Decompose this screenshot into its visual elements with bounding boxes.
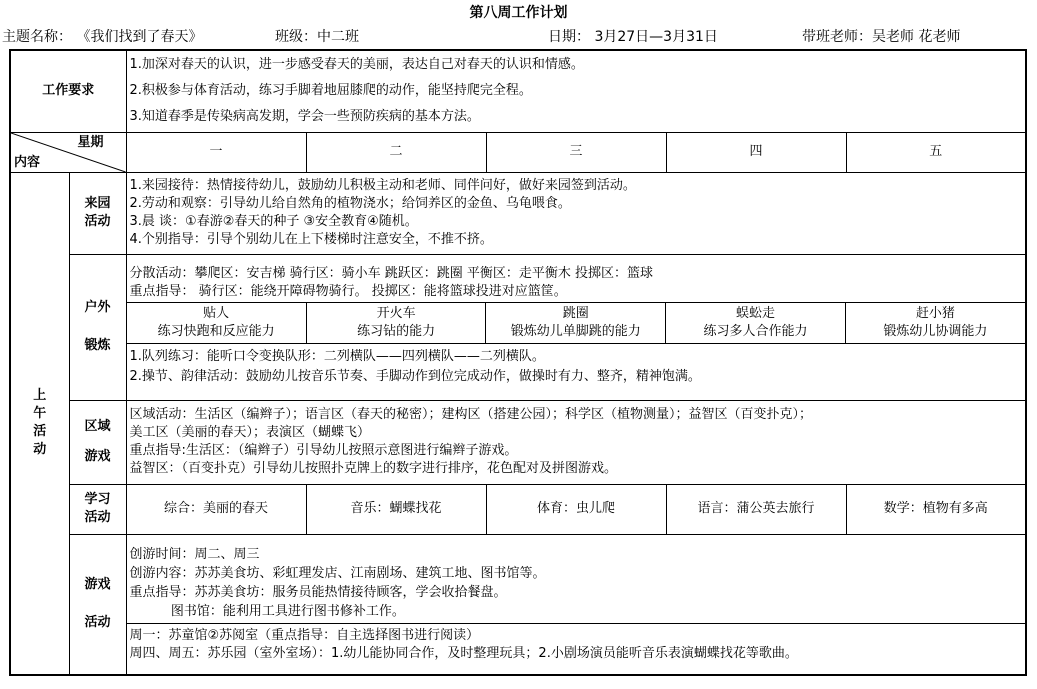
arrival-item: 1.来园接待：热情接待幼儿，鼓励幼儿积极主动和老师、同伴问好，做好来园签到活动。 <box>129 178 636 193</box>
day-wednesday: 三 <box>486 132 666 172</box>
day-thursday: 四 <box>666 132 846 172</box>
arrival-item: 4.个别指导：引导个别幼儿在上下楼梯时注意安全，不推不挤。 <box>129 232 493 247</box>
study-row <box>10 484 1026 534</box>
page-title: 第八周工作计划 <box>469 5 568 21</box>
play-content <box>126 534 1026 675</box>
requirements-row <box>10 50 1026 132</box>
area-games-row <box>10 400 1026 484</box>
study-lesson: 音乐：蝴蝶找花 <box>306 484 486 534</box>
outdoor-row <box>10 254 1026 400</box>
play-line: 图书馆：能利用工具进行图书修补工作。 <box>129 603 405 619</box>
study-lesson: 体育：虫儿爬 <box>486 484 666 534</box>
requirement-item: 3.知道春季是传染病高发期，学会一些预防疾病的基本方法。 <box>129 109 480 125</box>
play-line: 创游内容：苏苏美食坊、彩虹理发店、江南剧场、建筑工地、图书馆等。 <box>129 565 546 581</box>
area-games-line: 重点指导:生活区：（编辫子）引导幼儿按照示意图进行编辫子游戏。 <box>129 443 518 458</box>
arrival-label: 来园 活动 <box>69 172 126 254</box>
outdoor-game: 开火车 练习钻的能力 <box>306 303 486 343</box>
outdoor-drills <box>127 344 1026 390</box>
play-row <box>10 534 1026 675</box>
arrival-content <box>126 172 1026 254</box>
outdoor-label: 户外 锻炼 <box>69 254 126 400</box>
outdoor-item: 1.队列练习：能听口令变换队形：二列横队——四列横队——二列横队。 <box>129 349 545 364</box>
area-games-content <box>126 400 1026 484</box>
play-line: 创游时间：周二、周三 <box>129 546 260 562</box>
study-lesson: 综合：美丽的春天 <box>126 484 306 534</box>
arrival-item: 2.劳动和观察：引导幼儿给自然角的植物浇水；给饲养区的金鱼、乌龟喂食。 <box>129 196 571 211</box>
play-schedule <box>127 624 1026 666</box>
study-lesson: 数学：植物有多高 <box>846 484 1026 534</box>
outdoor-game: 赶小猪 锻炼幼儿协调能力 <box>883 306 988 339</box>
requirement-item: 2.积极参与体育活动，练习手脚着地屈膝爬的动作，能坚持爬完全程。 <box>129 83 532 99</box>
requirements-list <box>126 50 1026 132</box>
study-label: 学习 活动 <box>69 484 126 534</box>
morning-activities-label: 上 午 活 动 <box>10 172 69 675</box>
requirements-label: 工作要求 <box>10 50 126 132</box>
outdoor-games <box>127 303 1026 344</box>
diagonal-header-cell <box>10 132 126 172</box>
outdoor-plan <box>127 264 1026 303</box>
date-range: 日期： 3月27日—3月31日 <box>548 29 718 45</box>
work-plan-table <box>9 49 1027 676</box>
outdoor-game: 贴人 练习快跑和反应能力 <box>127 303 307 343</box>
teachers: 带班老师：吴老师 花老师 <box>802 29 961 45</box>
weekday-header-row <box>10 132 1026 172</box>
class-name: 班级：中二班 <box>275 29 359 45</box>
arrival-row <box>10 172 1026 254</box>
content-label: 内容 <box>14 154 41 170</box>
outdoor-game: 蜈蚣走 练习多人合作能力 <box>666 303 846 343</box>
arrival-item: 3.晨 谈：①春游②春天的种子 ③安全教育④随机。 <box>129 214 418 229</box>
area-games-line: 益智区：（百变扑克）引导幼儿按照扑克牌上的数字进行排序，花色配对及拼图游戏。 <box>129 461 618 476</box>
requirement-item: 1.加深对春天的认识，进一步感受春天的美丽，表达自己对春天的认识和情感。 <box>129 57 584 73</box>
day-friday: 五 <box>846 132 1026 172</box>
weekday-label: 星期 <box>77 134 104 150</box>
play-creative <box>127 543 1026 624</box>
day-monday: 一 <box>126 132 306 172</box>
area-games-line: 美工区（美丽的春天）；表演区（蝴蝶飞） <box>129 425 371 440</box>
outdoor-focus: 重点指导： 骑行区：能绕开障碍物骑行。 投掷区：能将篮球投进对应篮筐。 <box>129 284 567 299</box>
day-tuesday: 二 <box>306 132 486 172</box>
area-games-label: 区域 游戏 <box>69 400 126 484</box>
play-line: 周一：苏童馆②苏阅室（重点指导：自主选择图书进行阅读） <box>129 627 480 643</box>
area-games-line: 区域活动：生活区（编辫子）；语言区（春天的秘密）；建构区（搭建公园）；科学区（植物测量）；益智区（百变扑克）； <box>129 407 813 422</box>
theme-name: 主题名称： 《我们找到了春天》 <box>2 29 203 45</box>
outdoor-item: 2.操节、韵律活动：鼓励幼儿按音乐节奏、手脚动作到位完成动作，做操时有力、整齐，精神饱满。 <box>129 369 701 384</box>
play-label: 游戏 活动 <box>69 534 126 675</box>
outdoor-game: 跳圈 锻炼幼儿单脚跳的能力 <box>486 303 666 343</box>
outdoor-content <box>126 254 1026 400</box>
outdoor-scatter: 分散活动：攀爬区：安吉梯 骑行区：骑小车 跳跃区：跳圈 平衡区：走平衡木 投掷区：篮球 <box>129 266 654 281</box>
study-lesson: 语言：蒲公英去旅行 <box>666 484 846 534</box>
play-line: 重点指导：苏苏美食坊：服务员能热情接待顾客，学会收拾餐盘。 <box>129 584 507 600</box>
play-line: 周四、周五：苏乐园（室外室场）：1.幼儿能协同合作，及时整理玩具；2.小剧场演员能听音乐表演蝴蝶找花等歌曲。 <box>129 645 798 661</box>
